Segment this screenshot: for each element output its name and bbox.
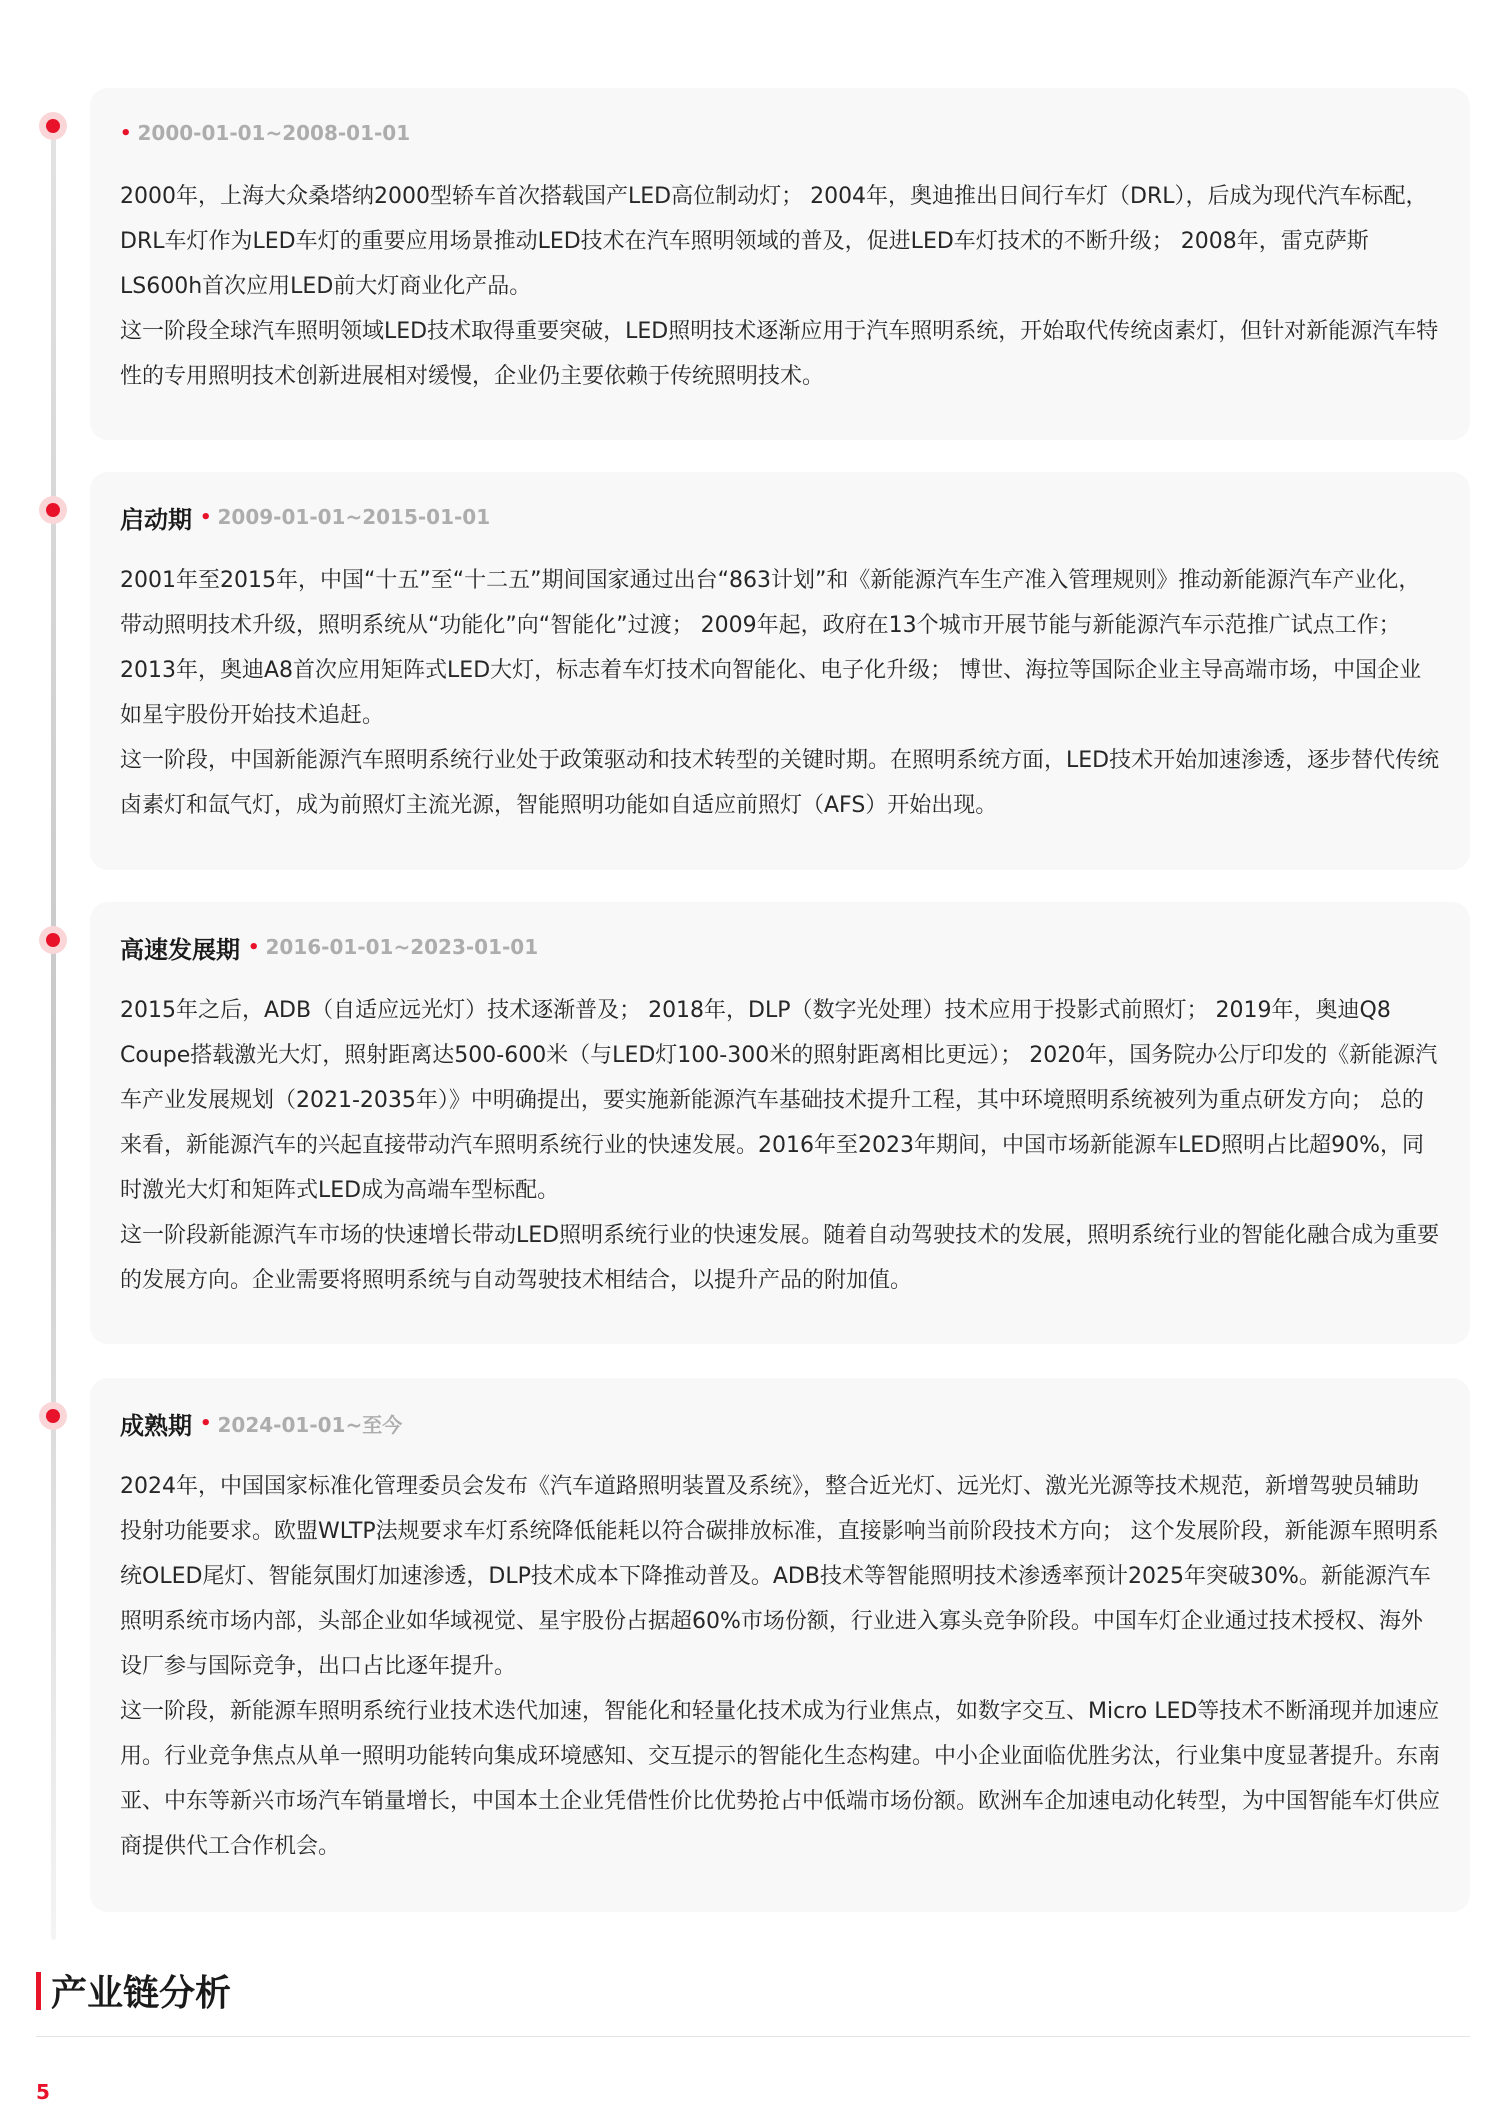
bullet-dot: • bbox=[248, 936, 260, 958]
timeline-card bbox=[90, 902, 1470, 1344]
stage-paragraph: 这一阶段全球汽车照明领域LED技术取得重要突破，LED照明技术逐渐应用于汽车照明系统，开始取代传统卤素灯，但针对新能源汽车特性的专用照明技术创新进展相对缓慢，企业仍主要依赖于传统照明技术。 bbox=[120, 319, 1439, 389]
timeline-card bbox=[90, 472, 1470, 870]
stage-date: 2009-01-01~2015-01-01 bbox=[217, 505, 491, 529]
stage-paragraph: 2001年至2015年，中国“十五”至“十二五”期间国家通过出台“863计划”和《新能源汽车生产准入管理规则》推动新能源汽车产业化，带动照明技术升级，照明系统从“功能化”向“智能化”过渡； 2009年起，政府在13个城市开展节能与新能源汽车示范推广试点工作； 2013年，奥迪A8首次应用矩阵式LED大灯，标志着车灯技术向智能化、电子化升级； 博世、海拉等国际企业主导高端市场，中国企业如星宇股份开始技术追赶。 bbox=[120, 568, 1422, 728]
stage-paragraph: 这一阶段新能源汽车市场的快速增长带动LED照明系统行业的快速发展。随着自动驾驶技术的发展，照明系统行业的智能化融合成为重要的发展方向。企业需要将照明系统与自动驾驶技术相结合，以提升产品的附加值。 bbox=[120, 1223, 1440, 1293]
stage-date: 2016-01-01~2023-01-01 bbox=[265, 935, 539, 959]
section-accent-bar bbox=[36, 1972, 41, 2010]
card-header bbox=[120, 500, 1440, 534]
card-header bbox=[120, 930, 1440, 964]
stage-paragraph: 2024年，中国国家标准化管理委员会发布《汽车道路照明装置及系统》，整合近光灯、远光灯、激光光源等技术规范，新增驾驶员辅助投射功能要求。欧盟WLTP法规要求车灯系统降低能耗以符合碳排放标准，直接影响当前阶段技术方向； 这个发展阶段，新能源车照明系统OLED尾灯、智能氛围灯加速渗透，DLP技术成本下降推动普及。ADB技术等智能照明技术渗透率预计2025年突破30%。新能源汽车照明系统市场内部，头部企业如华域视觉、星宇股份占据超60%市场份额，行业进入寡头竞争阶段。中国车灯企业通过技术授权、海外设厂参与国际竞争，出口占比逐年提升。 bbox=[120, 1474, 1439, 1679]
stage-paragraph: 2000年，上海大众桑塔纳2000型轿车首次搭载国产LED高位制动灯； 2004年，奥迪推出日间行车灯（DRL），后成为现代汽车标配，DRL车灯作为LED车灯的重要应用场景推动LED技术在汽车照明领域的普及，促进LED车灯技术的不断升级； 2008年，雷克萨斯LS600h首次应用LED前大灯商业化产品。 bbox=[120, 184, 1428, 299]
timeline-card bbox=[90, 1378, 1470, 1912]
stage-date: 2024-01-01~至今 bbox=[217, 1412, 403, 1437]
stage-paragraph: 这一阶段，中国新能源汽车照明系统行业处于政策驱动和技术转型的关键时期。在照明系统方面，LED技术开始加速渗透，逐步替代传统卤素灯和氙气灯，成为前照灯主流光源，智能照明功能如自适应前照灯（AFS）开始出现。 bbox=[120, 748, 1440, 818]
bullet-dot: • bbox=[200, 1412, 212, 1434]
section-divider bbox=[36, 2036, 1470, 2037]
stage-paragraph: 这一阶段，新能源车照明系统行业技术迭代加速，智能化和轻量化技术成为行业焦点，如数字交互、Micro LED等技术不断涌现并加速应用。行业竞争焦点从单一照明功能转向集成环境感知、交互提示的智能化生态构建。中小企业面临优胜劣汰，行业集中度显著提升。东南亚、中东等新兴市场汽车销量增长，中国本土企业凭借性价比优势抢占中低端市场份额。欧洲车企加速电动化转型，为中国智能车灯供应商提供代工合作机会。 bbox=[120, 1699, 1441, 1859]
stage-date: 2000-01-01~2008-01-01 bbox=[137, 121, 411, 145]
timeline-card bbox=[90, 88, 1470, 440]
stage-name: 高速发展期 bbox=[120, 935, 240, 964]
stage-name: 启动期 bbox=[120, 505, 192, 534]
section-title: 产业链分析 bbox=[51, 1973, 232, 2014]
section-heading bbox=[36, 1965, 231, 2016]
card-header bbox=[120, 1406, 1440, 1440]
timeline-line bbox=[51, 120, 56, 1940]
stage-paragraph: 2015年之后，ADB（自适应远光灯）技术逐渐普及； 2018年，DLP（数字光处理）技术应用于投影式前照灯； 2019年，奥迪Q8 Coupe搭载激光大灯，照射距离达500-600米（与LED灯100-300米的照射距离相比更远）； 2020年，国务院办公厅印发的《新能源汽车产业发展规划（2021-2035年）》中明确提出，要实施新能源汽车基础技术提升工程，其中环境照明系统被列为重点研发方向； 总的来看，新能源汽车的兴起直接带动汽车照明系统行业的快速发展。2016年至2023年期间，中国市场新能源车LED照明占比超90%，同时激光大灯和矩阵式LED成为高端车型标配。 bbox=[120, 998, 1438, 1203]
timeline-dot bbox=[39, 926, 67, 954]
bullet-dot: • bbox=[200, 506, 212, 528]
timeline-dot bbox=[39, 112, 67, 140]
timeline-dot bbox=[39, 1402, 67, 1430]
card-header bbox=[120, 116, 1440, 150]
timeline-dot bbox=[39, 496, 67, 524]
page-number: 5 bbox=[36, 2080, 50, 2104]
stage-name: 成熟期 bbox=[120, 1411, 192, 1440]
bullet-dot: • bbox=[120, 122, 132, 144]
